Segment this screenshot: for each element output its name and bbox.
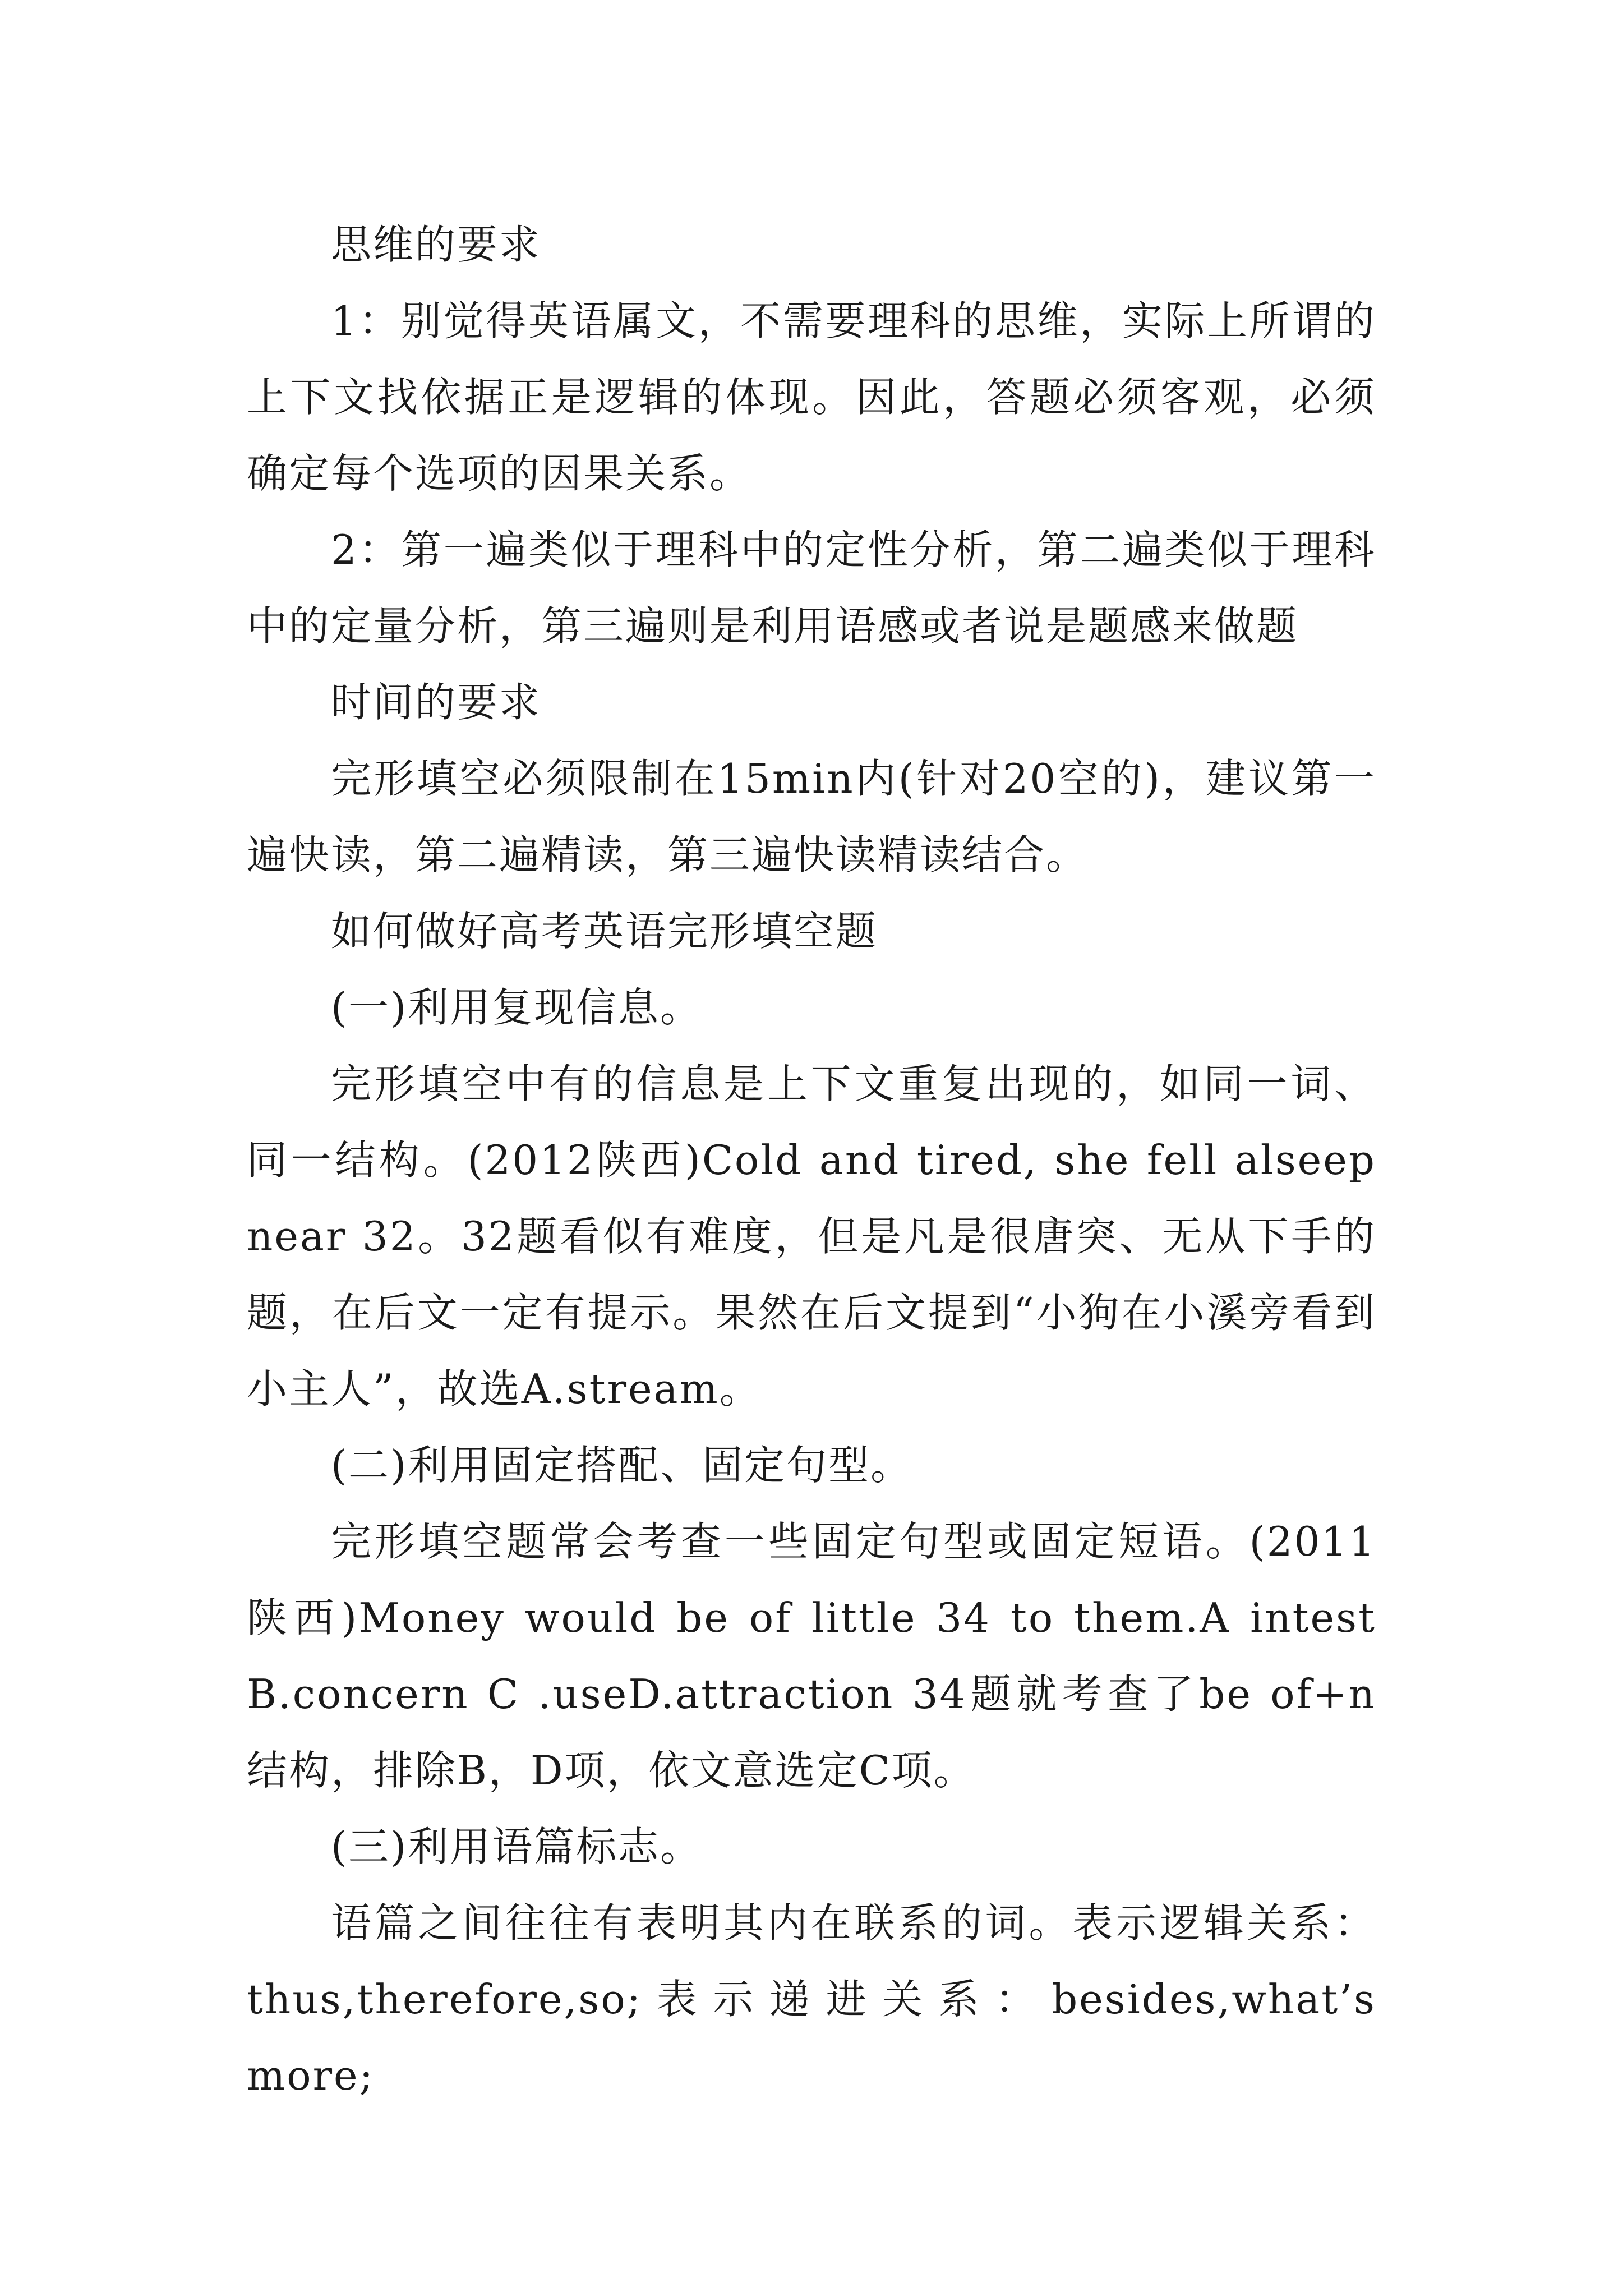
paragraph-point-2: 2：第一遍类似于理科中的定性分析，第二遍类似于理科中的定量分析，第三遍则是利用语感或者说是题感来做题 xyxy=(247,526,1376,650)
document-body xyxy=(247,206,1376,2114)
paragraph-reappearing-info: 完形填空中有的信息是上下文重复出现的，如同一词、同一结构。(2012陕西)Cold and tired, she fell alseep near 32。32题看似有难度，但是凡是很唐突、无从下手的题，在后文一定有提示。果然在后文提到“小狗在小溪旁看到小主人”，故选A.stream。 xyxy=(247,1060,1376,1412)
subheading-fixed-collocations: (二)利用固定搭配、固定句型。 xyxy=(331,1442,913,1489)
paragraph-point-1: 1：别觉得英语属文，不需要理科的思维，实际上所谓的上下文找依据正是逻辑的体现。因此，答题必须客观，必须确定每个选项的因果关系。 xyxy=(247,297,1376,497)
heading-time-requirements: 时间的要求 xyxy=(331,679,542,726)
heading-how-to-cloze: 如何做好高考英语完形填空题 xyxy=(331,908,878,955)
paragraph-time-limit: 完形填空必须限制在15min内(针对20空的)，建议第一遍快读，第二遍精读，第三遍快读精读结合。 xyxy=(247,755,1376,878)
subheading-reappearing-info: (一)利用复现信息。 xyxy=(331,984,703,1031)
paragraph-discourse-markers: 语篇之间往往有表明其内在联系的词。表示逻辑关系：thus,therefore,so;表示递进关系：besides,what’s more; xyxy=(247,1899,1376,2099)
subheading-discourse-markers: (三)利用语篇标志。 xyxy=(331,1823,703,1870)
heading-thinking-requirements: 思维的要求 xyxy=(331,221,542,268)
paragraph-fixed-collocations: 完形填空题常会考查一些固定句型或固定短语。(2011陕西)Money would be of little 34 to them.A intest B.concern C .useD.attraction 34题就考查了be of+n结构，排除B，D项，依文意选定C项。 xyxy=(247,1518,1376,1794)
